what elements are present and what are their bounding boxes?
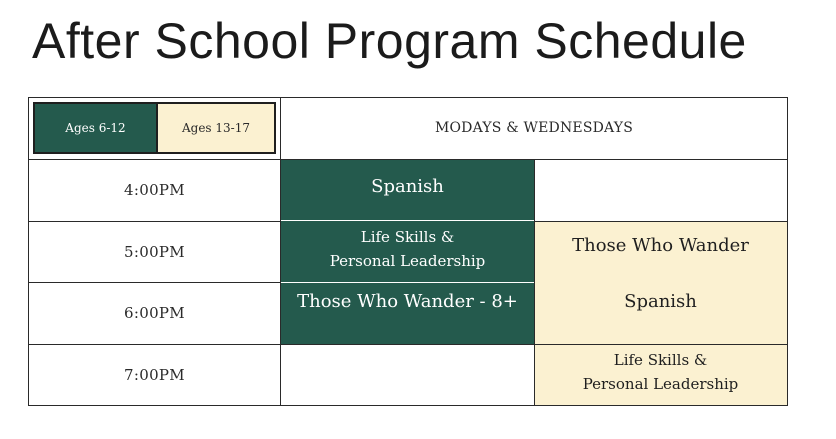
time-label: 6:00PM bbox=[124, 304, 185, 322]
days-header-label: MODAYS & WEDNESDAYS bbox=[434, 120, 634, 136]
time-label: 5:00PM bbox=[124, 242, 185, 261]
activity-label: Spanish bbox=[624, 291, 697, 312]
table-border-bottom bbox=[28, 405, 788, 406]
time-cell bbox=[28, 282, 281, 344]
time-cell bbox=[28, 344, 281, 405]
page-title: After School Program Schedule bbox=[32, 13, 747, 69]
activity-cell bbox=[281, 221, 534, 276]
row-divider bbox=[534, 221, 788, 222]
activity-label: Those Who Wander bbox=[572, 235, 749, 256]
activity-label: Spanish bbox=[371, 175, 444, 197]
activity-cell bbox=[281, 159, 534, 214]
days-header bbox=[281, 97, 787, 159]
table-border-top bbox=[28, 97, 788, 98]
legend-label: Ages 6-12 bbox=[65, 121, 126, 135]
activity-cell bbox=[534, 282, 787, 322]
time-cell bbox=[28, 221, 281, 282]
legend bbox=[33, 102, 276, 154]
table-border-right bbox=[787, 97, 788, 406]
row-divider bbox=[28, 221, 281, 222]
time-label: 4:00PM bbox=[124, 181, 185, 199]
activity-cell bbox=[534, 221, 787, 271]
table-border-left bbox=[28, 97, 29, 406]
activity-cell bbox=[281, 282, 534, 322]
activity-label-line: Life Skills & bbox=[613, 351, 708, 369]
column-divider bbox=[280, 97, 281, 406]
activity-label-line: Personal Leadership bbox=[582, 375, 739, 393]
column-divider bbox=[534, 159, 535, 406]
activity-label-line: Personal Leadership bbox=[329, 251, 486, 270]
row-divider bbox=[28, 282, 281, 283]
activity-label: Those Who Wander - 8+ bbox=[297, 291, 518, 312]
activity-cell bbox=[534, 344, 787, 400]
row-divider bbox=[28, 159, 788, 160]
row-divider bbox=[28, 344, 788, 345]
time-cell bbox=[28, 159, 281, 221]
time-label: 7:00PM bbox=[124, 365, 185, 384]
legend-ages-6-12 bbox=[35, 104, 156, 152]
legend-ages-13-17 bbox=[156, 104, 274, 152]
activity-label-line: Life Skills & bbox=[360, 227, 455, 246]
legend-label: Ages 13-17 bbox=[181, 121, 250, 135]
